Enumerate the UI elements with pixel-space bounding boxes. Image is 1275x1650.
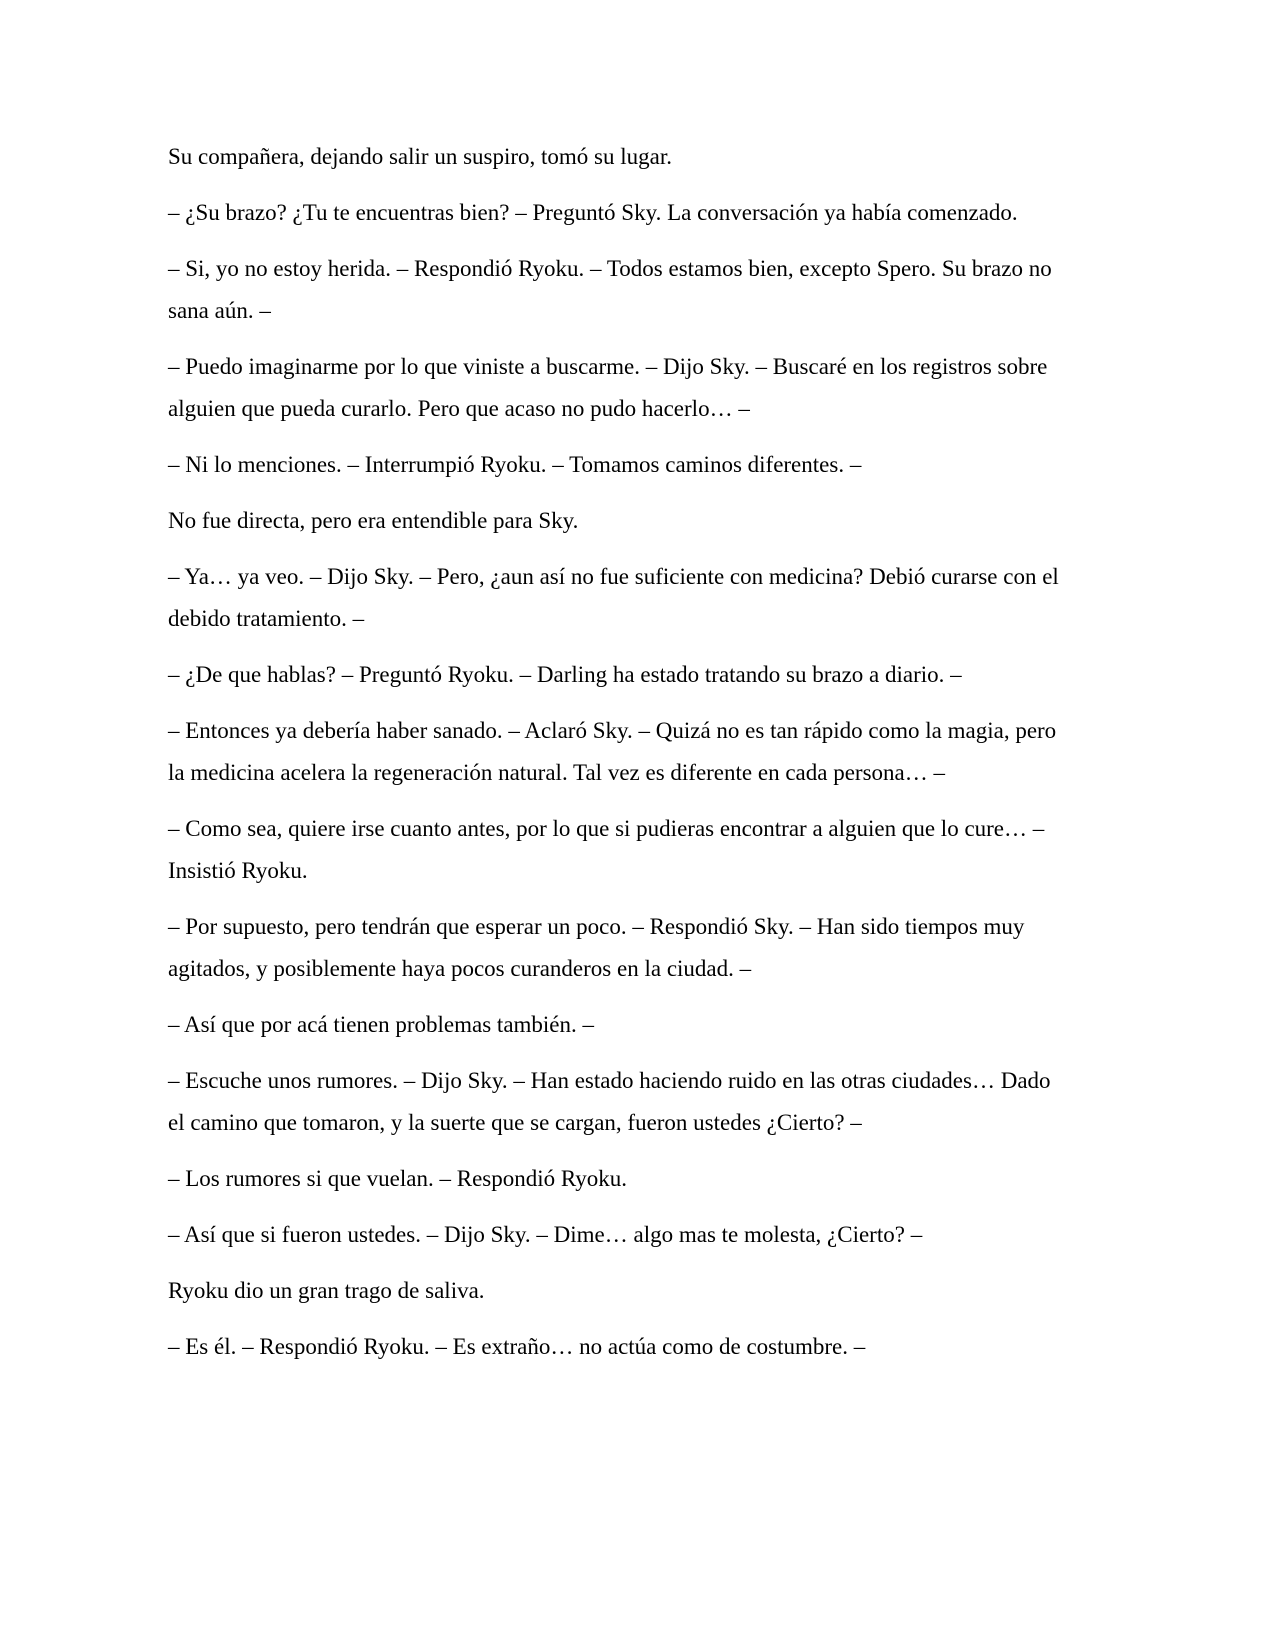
paragraph: – Como sea, quiere irse cuanto antes, por lo que si pudieras encontrar a alguien que lo cure… – Insistió Ryoku. [168,816,1045,883]
paragraph: – Si, yo no estoy herida. – Respondió Ryoku. – Todos estamos bien, excepto Spero. Su brazo no sana aún. – [168,256,1052,323]
paragraph: – Es él. – Respondió Ryoku. – Es extraño… no actúa como de costumbre. – [168,1334,866,1359]
document-body [168,136,1068,1382]
paragraph: – Escuche unos rumores. – Dijo Sky. – Han estado haciendo ruido en las otras ciudades… Dado el camino que tomaron, y la suerte que se cargan, fueron ustedes ¿Cierto? – [168,1068,1051,1135]
paragraph: No fue directa, pero era entendible para Sky. [168,508,579,533]
paragraph: – Los rumores si que vuelan. – Respondió Ryoku. [168,1166,628,1191]
paragraph: – Puedo imaginarme por lo que viniste a buscarme. – Dijo Sky. – Buscaré en los registros sobre alguien que pueda curarlo. Pero que acaso no pudo hacerlo… – [168,354,1048,421]
paragraph: – Ni lo menciones. – Interrumpió Ryoku. – Tomamos caminos diferentes. – [168,452,862,477]
paragraph: – Entonces ya debería haber sanado. – Aclaró Sky. – Quizá no es tan rápido como la magia, pero la medicina acelera la regeneración natural. Tal vez es diferente en cada persona… – [168,718,1057,785]
paragraph: – Así que si fueron ustedes. – Dijo Sky. – Dime… algo mas te molesta, ¿Cierto? – [168,1222,923,1247]
paragraph: – ¿De que hablas? – Preguntó Ryoku. – Darling ha estado tratando su brazo a diario. – [168,662,962,687]
paragraph: – Así que por acá tienen problemas también. – [168,1012,595,1037]
paragraph: – Ya… ya veo. – Dijo Sky. – Pero, ¿aun así no fue suficiente con medicina? Debió curarse con el debido tratamiento. – [168,564,1059,631]
paragraph: Su compañera, dejando salir un suspiro, tomó su lugar. [168,144,673,169]
paragraph: Ryoku dio un gran trago de saliva. [168,1278,485,1303]
paragraph: – ¿Su brazo? ¿Tu te encuentras bien? – Preguntó Sky. La conversación ya había comenzado. [168,200,1018,225]
paragraph: – Por supuesto, pero tendrán que esperar un poco. – Respondió Sky. – Han sido tiempos muy agitados, y posiblemente haya pocos curanderos en la ciudad. – [168,914,1025,981]
